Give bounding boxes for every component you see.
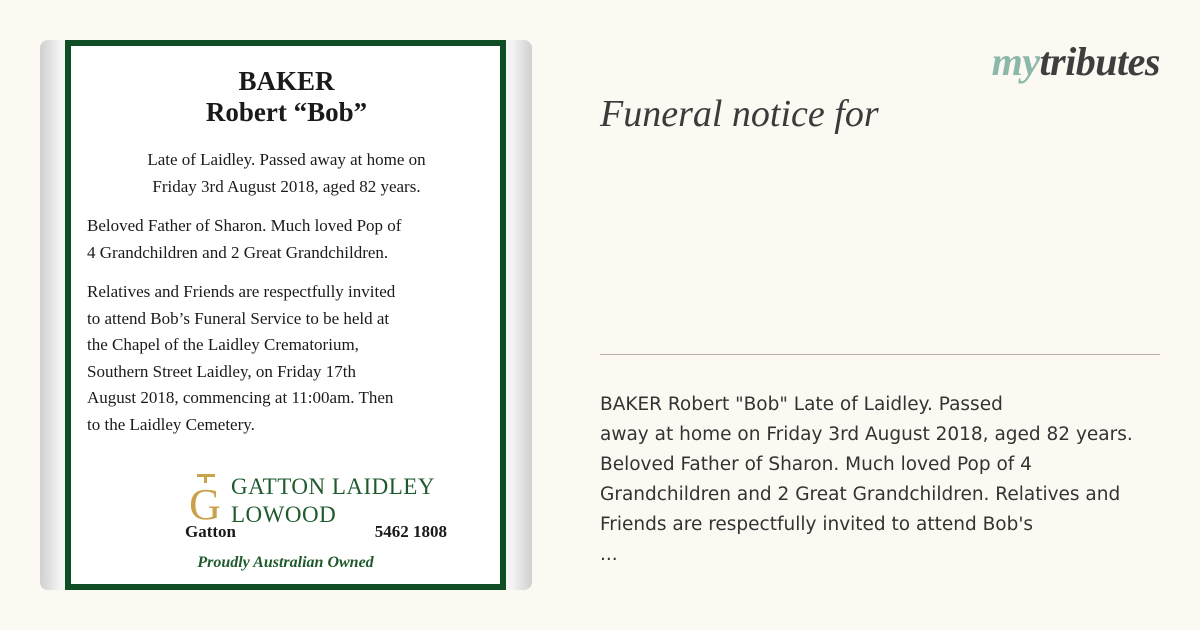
- summary-line: Grandchildren and 2 Great Grandchildren. Relatives and: [600, 484, 1121, 505]
- notice-line: to the Laidley Cemetery.: [87, 414, 255, 434]
- divider: [600, 354, 1160, 355]
- funeral-home-name-line1: GATTON LAIDLEY: [231, 474, 435, 499]
- notice-line: 4 Grandchildren and 2 Great Grandchildren.: [87, 242, 389, 262]
- notice-paragraph-3: [87, 279, 486, 438]
- summary-line: Beloved Father of Sharon. Much loved Pop of 4: [600, 454, 1032, 475]
- g-monogram-icon: [185, 472, 225, 524]
- notice-name: Robert “Bob”: [205, 97, 368, 127]
- notice-line: Beloved Father of Sharon. Much loved Pop of: [87, 216, 402, 235]
- summary-line: BAKER Robert "Bob" Late of Laidley. Passed: [600, 394, 1003, 415]
- notice-line: Late of Laidley. Passed away at home on: [147, 150, 426, 169]
- logo-letter: G: [189, 480, 221, 524]
- brand-part-my: my: [991, 39, 1040, 84]
- notice-paragraph-2: [87, 213, 486, 266]
- notice-line: Friday 3rd August 2018, aged 82 years.: [152, 177, 421, 196]
- notice-summary: [600, 390, 1175, 570]
- funeral-home-phone: 5462 1808: [374, 522, 447, 541]
- funeral-home-contact: [185, 522, 447, 542]
- page-title: Funeral notice for: [600, 93, 879, 135]
- notice-line: the Chapel of the Laidley Crematorium,: [87, 335, 359, 354]
- notice-paragraph-1: [87, 146, 486, 200]
- notice-surname: BAKER: [238, 66, 335, 96]
- summary-ellipsis: ...: [600, 544, 618, 565]
- brand-part-tributes: tributes: [1039, 39, 1160, 84]
- notice-frame: [65, 40, 506, 590]
- notice-line: to attend Bob’s Funeral Service to be held at: [87, 308, 390, 328]
- mytributes-logo[interactable]: [992, 38, 1160, 85]
- notice-line: Southern Street Laidley, on Friday 17th: [87, 361, 356, 381]
- notice-line: August 2018, commencing at 11:00am. Then: [87, 388, 394, 407]
- notice-line: Relatives and Friends are respectfully invited: [87, 282, 396, 301]
- funeral-notice-image: [40, 40, 532, 590]
- funeral-home-name-line2: LOWOOD: [231, 502, 337, 527]
- summary-line: Friends are respectfully invited to attend Bob's: [600, 514, 1034, 535]
- funeral-home-branch: Gatton: [185, 522, 236, 541]
- funeral-home-tagline: Proudly Australian Owned: [197, 554, 374, 571]
- summary-line: away at home on Friday 3rd August 2018, aged 82 years.: [600, 424, 1133, 445]
- notice-text: [87, 66, 486, 438]
